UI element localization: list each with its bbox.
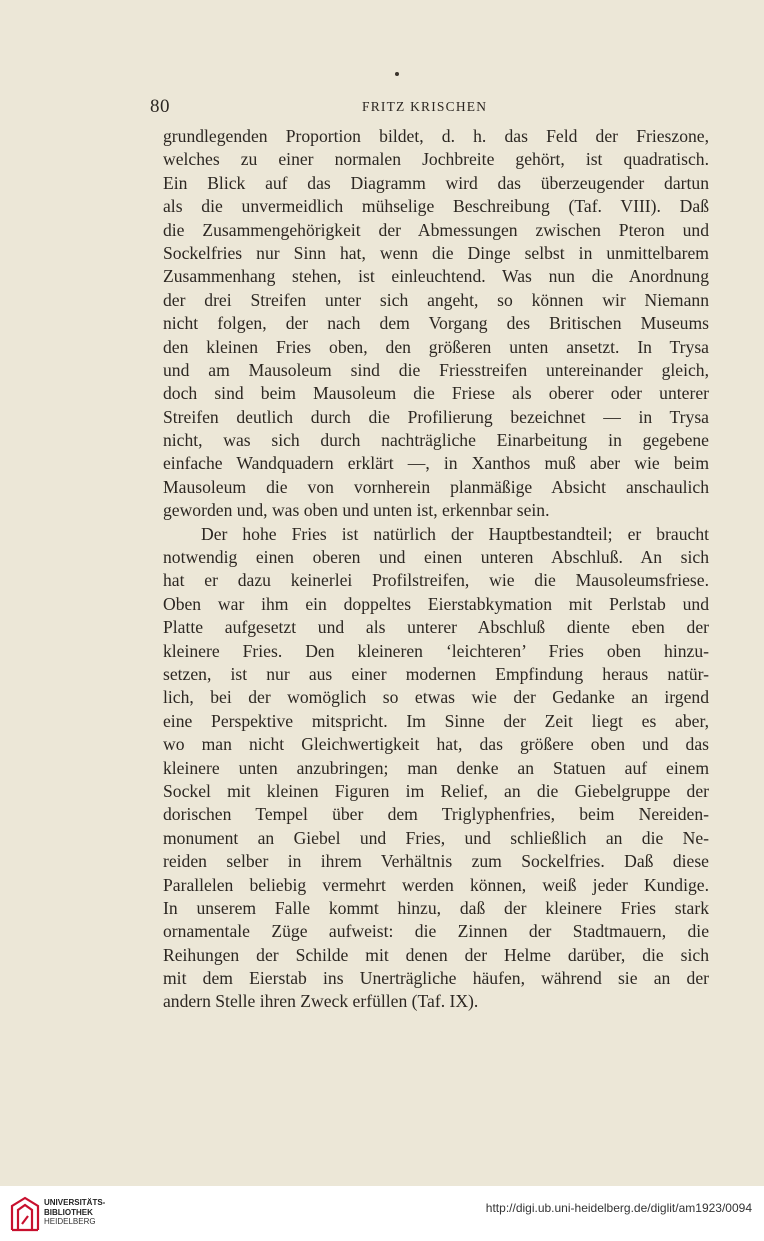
library-name-line: UNIVERSITÄTS- — [44, 1198, 106, 1207]
text-line: die Zusammengehörigkeit der Abmessungen zwischen Pteron und — [163, 219, 709, 240]
viewer-footer — [0, 1186, 764, 1241]
text-line: hat er dazu keinerlei Profilstreifen, wie die Mausoleumsfriese. — [163, 570, 709, 591]
body-text — [163, 125, 709, 1014]
text-line: als die unvermeidlich mühselige Beschreibung (Taf. VIII). Daß — [163, 196, 709, 217]
text-line: grundlegenden Proportion bildet, d. h. das Feld der Frieszone, — [163, 126, 709, 146]
text-line: Parallelen beliebig vermehrt werden können, weiß jeder Kundige. — [163, 874, 709, 895]
text-line: eine Perspektive mitspricht. Im Sinne der Zeit liegt es aber, — [163, 710, 709, 731]
paragraph-end-line: geworden und, was oben und unten ist, erkennbar sein. — [163, 500, 550, 521]
text-line: Zusammenhang stehen, ist einleuchtend. Was nun die Anordnung — [163, 266, 709, 287]
paragraph-end-line: andern Stelle ihren Zweck erfüllen (Taf. IX). — [163, 991, 479, 1012]
text-line: notwendig einen oberen und einen unteren Abschluß. An sich — [163, 547, 709, 568]
text-line: welches zu einer normalen Jochbreite gehört, ist quadratisch. — [163, 149, 709, 170]
text-line: Platte aufgesetzt und als unterer Abschluß diente eben der — [163, 617, 709, 638]
text-line: In unserem Falle kommt hinzu, daß der kleinere Fries stark — [163, 897, 709, 918]
text-line: der drei Streifen unter sich angeht, so können wir Niemann — [163, 289, 709, 310]
text-line: ornamentale Züge aufweist: die Zinnen der Stadtmauern, die — [163, 921, 709, 942]
library-name-line: BIBLIOTHEK — [44, 1207, 93, 1217]
text-line: dorischen Tempel über dem Triglyphenfries, beim Nereiden- — [163, 804, 709, 825]
running-head: FRITZ KRISCHEN — [362, 99, 488, 114]
university-library-logo-icon[interactable] — [8, 1194, 42, 1234]
text-line: nicht folgen, der nach dem Vorgang des Britischen Museums — [163, 313, 709, 334]
ink-dot — [395, 72, 399, 76]
text-line: Oben war ihm ein doppeltes Eierstabkymation mit Perlstab und — [163, 593, 709, 614]
text-line: Streifen deutlich durch die Profilierung bezeichnet — in Trysa — [163, 406, 709, 427]
library-name — [44, 1198, 105, 1227]
page-number: 80 — [150, 96, 170, 117]
text-line: setzen, ist nur aus einer modernen Empfindung heraus natür- — [163, 663, 709, 684]
library-name-line: HEIDELBERG — [44, 1217, 96, 1226]
text-line: monument an Giebel und Fries, und schließlich an die Ne- — [163, 827, 709, 848]
text-line: und am Mausoleum sind die Friesstreifen untereinander gleich, — [163, 359, 709, 380]
text-line: einfache Wandquadern erklärt —, in Xanthos muß aber wie beim — [163, 453, 709, 474]
text-line: reiden selber in ihrem Verhältnis zum Sockelfries. Daß diese — [163, 851, 709, 872]
text-line: kleinere unten anzubringen; man denke an Statuen auf einem — [163, 757, 709, 778]
text-line: den kleinen Fries oben, den größeren unten ansetzt. In Trysa — [163, 336, 709, 357]
text-line: Sockel mit kleinen Figuren im Relief, an die Giebelgruppe der — [163, 780, 709, 801]
text-line: wo man nicht Gleichwertigkeit hat, das größere oben und das — [163, 734, 709, 755]
page-header — [150, 96, 710, 118]
permalink-url[interactable]: http://digi.ub.uni-heidelberg.de/diglit/am1923/0094 — [485, 1201, 752, 1215]
text-line: Ein Blick auf das Diagramm wird das überzeugender dartun — [163, 172, 709, 193]
text-line: Mausoleum die von vornherein planmäßige Absicht anschaulich — [163, 476, 709, 497]
text-line: lich, bei der womöglich so etwas wie der Gedanke an irgend — [163, 687, 709, 708]
text-line: doch sind beim Mausoleum die Friese als oberer oder unterer — [163, 383, 709, 404]
text-line: mit dem Eierstab ins Unerträgliche häufen, während sie an der — [163, 968, 709, 989]
text-line: Sockelfries nur Sinn hat, wenn die Dinge selbst in unmittelbarem — [163, 242, 709, 263]
paragraph-start-line: Der hohe Fries ist natürlich der Hauptbestandteil; er braucht — [201, 523, 709, 544]
text-line: Reihungen der Schilde mit denen der Helme darüber, die sich — [163, 944, 709, 965]
text-line: kleinere Fries. Den kleineren ‘leichteren’ Fries oben hinzu- — [163, 640, 709, 661]
text-line: nicht, was sich durch nachträgliche Einarbeitung in gegebene — [163, 430, 709, 451]
